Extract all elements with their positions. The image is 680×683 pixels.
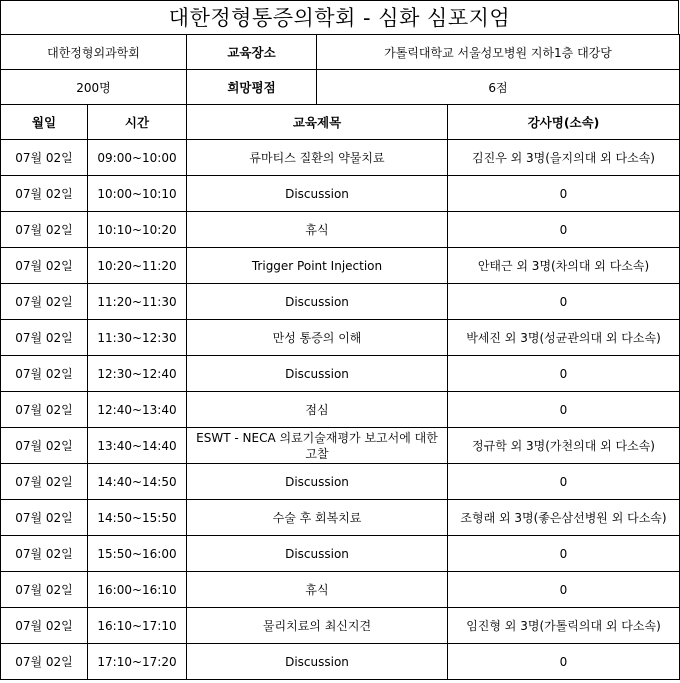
session-date: 07월 02일 [1, 608, 88, 644]
session-time: 10:00~10:10 [88, 176, 187, 212]
session-topic: Trigger Point Injection [187, 248, 448, 284]
table-row [1, 500, 680, 536]
session-speaker: 임진형 외 3명(가톨릭의대 외 다소속) [448, 608, 680, 644]
points-value: 6점 [317, 70, 680, 105]
header-time: 시간 [88, 105, 187, 140]
session-date: 07월 02일 [1, 284, 88, 320]
session-speaker: 0 [448, 356, 680, 392]
venue-label: 교육장소 [187, 35, 317, 70]
session-time: 10:20~11:20 [88, 248, 187, 284]
session-rows [1, 140, 680, 680]
session-time: 11:30~12:30 [88, 320, 187, 356]
session-speaker: 0 [448, 572, 680, 608]
session-time: 09:00~10:00 [88, 140, 187, 176]
table-row [1, 428, 680, 464]
session-date: 07월 02일 [1, 644, 88, 680]
session-speaker: 김진우 외 3명(을지의대 외 다소속) [448, 140, 680, 176]
session-speaker: 0 [448, 212, 680, 248]
session-speaker: 0 [448, 176, 680, 212]
table-row [1, 608, 680, 644]
table-row [1, 464, 680, 500]
session-topic: Discussion [187, 356, 448, 392]
table-row [1, 320, 680, 356]
info-row-capacity [1, 70, 680, 105]
document-title: 대한정형통증의학회 - 심화 심포지엄 [0, 0, 679, 34]
capacity-value: 200명 [1, 70, 187, 105]
session-date: 07월 02일 [1, 392, 88, 428]
table-row [1, 248, 680, 284]
session-topic: Discussion [187, 464, 448, 500]
session-date: 07월 02일 [1, 572, 88, 608]
session-topic: 점심 [187, 392, 448, 428]
header-date: 월일 [1, 105, 88, 140]
info-row-venue [1, 35, 680, 70]
organizer-cell: 대한정형외과학회 [1, 35, 187, 70]
session-date: 07월 02일 [1, 212, 88, 248]
table-row [1, 176, 680, 212]
table-row [1, 392, 680, 428]
table-row [1, 536, 680, 572]
venue-value: 가톨릭대학교 서울성모병원 지하1층 대강당 [317, 35, 680, 70]
session-topic: Discussion [187, 644, 448, 680]
table-row [1, 284, 680, 320]
table-row [1, 140, 680, 176]
session-topic: 류마티스 질환의 약물치료 [187, 140, 448, 176]
session-topic: 휴식 [187, 212, 448, 248]
header-speaker: 강사명(소속) [448, 105, 680, 140]
session-time: 10:10~10:20 [88, 212, 187, 248]
session-table [0, 104, 680, 680]
session-topic: Discussion [187, 536, 448, 572]
points-label: 희망평점 [187, 70, 317, 105]
session-time: 11:20~11:30 [88, 284, 187, 320]
session-date: 07월 02일 [1, 356, 88, 392]
session-speaker: 0 [448, 644, 680, 680]
session-date: 07월 02일 [1, 464, 88, 500]
table-row [1, 212, 680, 248]
session-topic: 물리치료의 최신지견 [187, 608, 448, 644]
table-row [1, 644, 680, 680]
session-time: 17:10~17:20 [88, 644, 187, 680]
session-speaker: 0 [448, 464, 680, 500]
session-time: 14:50~15:50 [88, 500, 187, 536]
session-topic: Discussion [187, 284, 448, 320]
session-time: 16:10~17:10 [88, 608, 187, 644]
session-time: 14:40~14:50 [88, 464, 187, 500]
session-speaker: 박세진 외 3명(성균관의대 외 다소속) [448, 320, 680, 356]
session-topic: Discussion [187, 176, 448, 212]
session-speaker: 0 [448, 284, 680, 320]
session-speaker: 정규학 외 3명(가천의대 외 다소속) [448, 428, 680, 464]
session-time: 15:50~16:00 [88, 536, 187, 572]
table-row [1, 572, 680, 608]
session-date: 07월 02일 [1, 140, 88, 176]
session-date: 07월 02일 [1, 428, 88, 464]
session-date: 07월 02일 [1, 500, 88, 536]
session-date: 07월 02일 [1, 320, 88, 356]
session-time: 12:40~13:40 [88, 392, 187, 428]
session-topic: ESWT - NECA 의료기술재평가 보고서에 대한 고찰 [187, 428, 448, 464]
table-row [1, 356, 680, 392]
session-date: 07월 02일 [1, 248, 88, 284]
session-date: 07월 02일 [1, 536, 88, 572]
session-topic: 휴식 [187, 572, 448, 608]
session-time: 13:40~14:40 [88, 428, 187, 464]
session-speaker: 안태근 외 3명(차의대 외 다소속) [448, 248, 680, 284]
session-topic: 만성 통증의 이해 [187, 320, 448, 356]
session-speaker: 조형래 외 3명(좋은삼선병원 외 다소속) [448, 500, 680, 536]
session-speaker: 0 [448, 536, 680, 572]
table-header-row [1, 105, 680, 140]
session-time: 16:00~16:10 [88, 572, 187, 608]
session-speaker: 0 [448, 392, 680, 428]
session-topic: 수술 후 회복치료 [187, 500, 448, 536]
header-topic: 교육제목 [187, 105, 448, 140]
session-time: 12:30~12:40 [88, 356, 187, 392]
session-date: 07월 02일 [1, 176, 88, 212]
info-table [0, 34, 680, 105]
